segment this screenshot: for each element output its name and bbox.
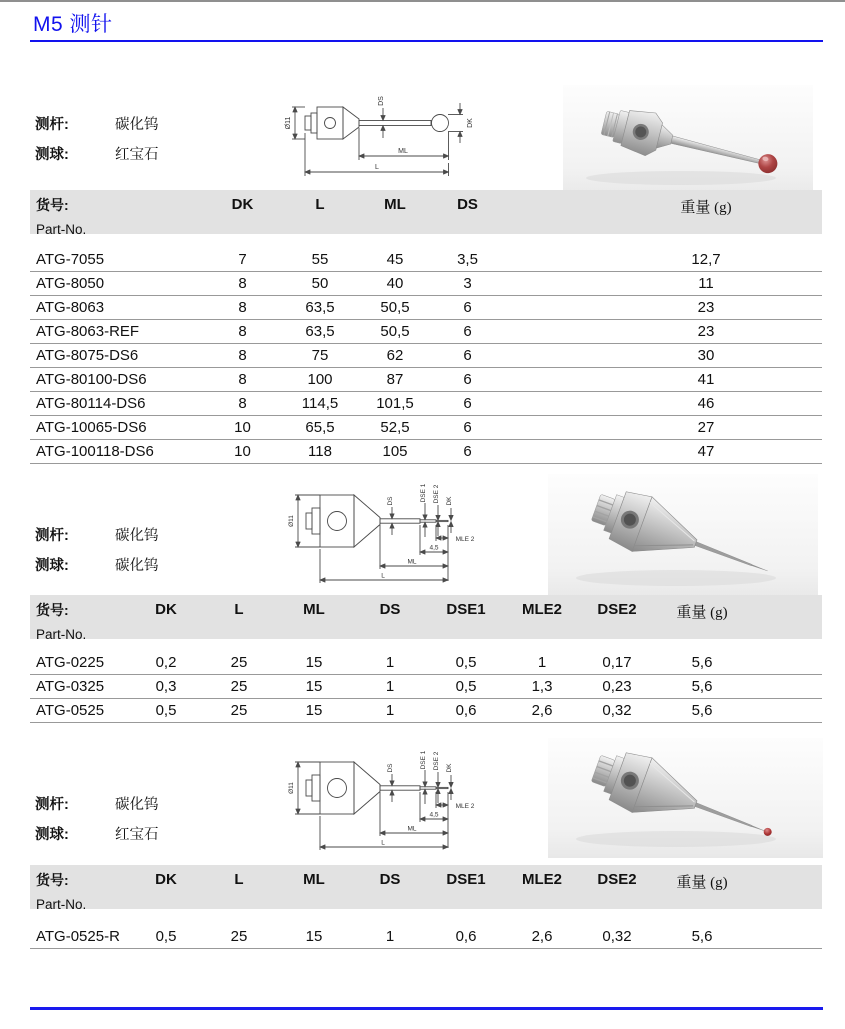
dim-cell: 50,5	[380, 323, 410, 340]
dim-label: ML	[398, 148, 408, 155]
dim-cell: 15	[305, 654, 323, 671]
col-header-dk: DK	[155, 871, 177, 888]
weight-cell: 41	[697, 371, 715, 388]
stylus-render-needle-tip	[548, 474, 818, 599]
dim-cell: 55	[311, 251, 329, 268]
part-no-header: 货号: Part-No.	[36, 872, 87, 912]
part-no-cell: ATG-0525-R	[36, 928, 120, 945]
spec-row	[35, 554, 159, 575]
dim-label: DK	[446, 496, 453, 506]
dim-cell: 6	[463, 323, 472, 340]
spec-row	[35, 524, 159, 545]
col-header-ds: DS	[379, 871, 401, 888]
dim-cell: 105	[382, 443, 408, 460]
dim-label: Ø11	[285, 116, 292, 130]
dim-cell: 6	[463, 443, 472, 460]
table-header	[30, 595, 822, 642]
spec-label: 测杆:	[35, 528, 69, 544]
col-header-mle2: MLE2	[521, 871, 562, 888]
dim-cell: 63,5	[305, 323, 335, 340]
dim-cell: 0,5	[455, 654, 477, 671]
spec-label: 测球:	[35, 827, 69, 843]
dim-cell: 1	[385, 928, 395, 945]
col-header-dk: DK	[155, 601, 177, 618]
spec-label: 测球:	[35, 558, 69, 574]
table-row	[30, 440, 822, 464]
table-row	[30, 296, 822, 320]
dim-cell: 6	[463, 395, 472, 412]
dim-label: Ø11	[288, 515, 295, 527]
col-header-weight: 重量 (g)	[680, 200, 732, 216]
table-row	[30, 416, 822, 440]
dim-cell: 62	[386, 347, 404, 364]
spec-value: 碳化钨	[115, 797, 159, 813]
col-header-mle2: MLE2	[521, 601, 562, 618]
dim-cell: 1,3	[531, 678, 553, 695]
weight-cell: 23	[697, 323, 715, 340]
part-no-header: 货号: Part-No.	[36, 197, 87, 237]
dim-label: DS	[387, 763, 394, 773]
spec-row	[35, 823, 159, 844]
table-stepped-ruby-styli	[30, 865, 822, 949]
dim-cell: 15	[305, 678, 323, 695]
part-no-cell: ATG-8063-REF	[36, 323, 140, 340]
dim-label: DSE 1	[420, 483, 427, 503]
weight-cell: 23	[697, 299, 715, 316]
part-no-cell: ATG-8075-DS6	[36, 347, 139, 364]
dim-cell: 0,23	[602, 678, 632, 695]
table-row	[30, 392, 822, 416]
dim-cell: 6	[463, 419, 472, 436]
dim-label: DSE 2	[433, 484, 440, 504]
dim-cell: 0,6	[455, 702, 477, 719]
dim-label: DSE 2	[433, 751, 440, 771]
dim-cell: 0,6	[455, 928, 477, 945]
col-header-ml: ML	[303, 871, 325, 888]
spec-value: 碳化钨	[115, 528, 159, 544]
col-header-l: L	[234, 871, 244, 888]
section2-specs	[35, 524, 159, 584]
table-row	[30, 699, 822, 723]
dim-cell: 7	[238, 251, 247, 268]
col-header-l: L	[315, 196, 325, 213]
dim-label: DSE 1	[420, 750, 427, 770]
stylus-technical-drawing-straight	[283, 88, 479, 184]
part-no-cell: ATG-8063	[36, 299, 105, 316]
spec-value: 碳化钨	[115, 117, 159, 133]
part-no-cell: ATG-80100-DS6	[36, 371, 147, 388]
weight-cell: 46	[697, 395, 715, 412]
dim-cell: 45	[386, 251, 404, 268]
weight-cell: 5,6	[691, 702, 713, 719]
dim-label: 4,5	[429, 544, 439, 552]
spec-row	[35, 113, 159, 134]
dim-cell: 3,5	[457, 251, 478, 268]
part-no-cell: ATG-80114-DS6	[36, 395, 146, 412]
dim-cell: 10	[234, 443, 251, 460]
col-header-dse1: DSE1	[446, 601, 486, 618]
part-no-cell: ATG-10065-DS6	[36, 419, 147, 436]
weight-cell: 5,6	[691, 654, 713, 671]
spec-row	[35, 143, 159, 164]
dim-cell: 63,5	[305, 299, 335, 316]
dim-cell: 100	[307, 371, 333, 388]
dim-label: DK	[467, 118, 474, 128]
dim-cell: 25	[230, 928, 248, 945]
dim-label: 4,5	[429, 811, 439, 819]
weight-cell: 27	[697, 419, 715, 436]
weight-cell: 5,6	[691, 928, 713, 945]
table-row	[30, 272, 822, 296]
dim-label: L	[381, 839, 385, 847]
col-header-l: L	[234, 601, 244, 618]
dim-cell: 50,5	[380, 299, 410, 316]
part-no-cell: ATG-100118-DS6	[36, 443, 154, 460]
dim-cell: 1	[385, 654, 395, 671]
col-header-weight: 重量 (g)	[676, 875, 728, 891]
stylus-technical-drawing-stepped	[288, 481, 484, 595]
stylus-render-needle-ruby-tip	[548, 738, 823, 858]
dim-cell: 8	[238, 347, 247, 364]
table-row	[30, 925, 822, 949]
dim-cell: 0,17	[602, 654, 632, 671]
weight-cell: 30	[697, 347, 715, 364]
dim-cell: 8	[238, 395, 247, 412]
part-no-cell: ATG-0525	[36, 702, 105, 719]
section3-specs	[35, 793, 159, 853]
dim-cell: 6	[463, 347, 472, 364]
col-header-ds: DS	[457, 196, 478, 213]
part-no-cell: ATG-0325	[36, 678, 105, 695]
dim-cell: 0,2	[155, 654, 177, 671]
table-stepped-styli	[30, 595, 822, 723]
stylus-render-ruby-ball	[563, 85, 813, 195]
part-no-header: 货号: Part-No.	[36, 602, 87, 642]
stylus-technical-drawing-stepped	[288, 748, 484, 862]
weight-cell: 47	[697, 443, 715, 460]
dim-cell: 52,5	[380, 419, 410, 436]
spec-label: 测杆:	[35, 117, 69, 133]
dim-label: Ø11	[288, 782, 295, 794]
dim-label: MLE 2	[455, 536, 475, 543]
dim-cell: 1	[385, 678, 395, 695]
table-row	[30, 248, 822, 272]
part-no-cell: ATG-0225	[36, 654, 105, 671]
dim-cell: 6	[463, 371, 472, 388]
spec-label: 测杆:	[35, 797, 69, 813]
dim-cell: 65,5	[305, 419, 335, 436]
dim-label: DK	[446, 763, 453, 773]
table-row	[30, 344, 822, 368]
dim-cell: 1	[537, 654, 547, 671]
spec-value: 碳化钨	[115, 558, 159, 574]
spec-label: 测球:	[35, 147, 69, 163]
dim-cell: 1	[385, 702, 395, 719]
dim-cell: 15	[305, 928, 323, 945]
dim-cell: 0,32	[602, 928, 632, 945]
dim-cell: 114,5	[301, 395, 339, 412]
table-row	[30, 368, 822, 392]
dim-cell: 8	[238, 371, 247, 388]
spec-value: 红宝石	[115, 147, 159, 163]
table-header	[30, 865, 822, 912]
page-bottom-divider	[30, 1007, 823, 1010]
col-header-ml: ML	[303, 601, 325, 618]
dim-cell: 8	[238, 275, 247, 292]
dim-cell: 8	[238, 299, 247, 316]
dim-cell: 0,5	[155, 928, 177, 945]
table-row	[30, 675, 822, 699]
part-no-cell: ATG-8050	[36, 275, 105, 292]
dim-cell: 6	[463, 299, 472, 316]
dim-cell: 75	[311, 347, 329, 364]
dim-label: DS	[387, 496, 394, 506]
dim-label: DS	[378, 96, 385, 106]
dim-cell: 40	[386, 275, 404, 292]
dim-label: ML	[407, 558, 417, 566]
dim-cell: 101,5	[376, 395, 414, 412]
dim-cell: 3	[463, 275, 472, 292]
col-header-dse2: DSE2	[597, 871, 637, 888]
dim-cell: 50	[311, 275, 329, 292]
table-straight-styli	[30, 190, 822, 464]
dim-cell: 15	[305, 702, 323, 719]
page-top-border	[0, 0, 845, 2]
dim-cell: 25	[230, 702, 248, 719]
title-divider	[30, 40, 823, 42]
table-row	[30, 651, 822, 675]
page-title: M5 测针	[33, 13, 113, 36]
dim-label: MLE 2	[455, 803, 475, 810]
dim-label: ML	[407, 825, 417, 833]
dim-cell: 10	[234, 419, 251, 436]
dim-cell: 0,3	[155, 678, 177, 695]
spec-value: 红宝石	[115, 827, 159, 843]
dim-cell: 2,6	[531, 702, 553, 719]
col-header-dse1: DSE1	[446, 871, 486, 888]
section1-specs	[35, 113, 159, 173]
weight-cell: 12,7	[691, 251, 721, 268]
weight-cell: 5,6	[691, 678, 713, 695]
col-header-ds: DS	[379, 601, 401, 618]
table-row	[30, 320, 822, 344]
dim-cell: 0,5	[455, 678, 477, 695]
spec-row	[35, 793, 159, 814]
dim-cell: 25	[230, 678, 248, 695]
dim-cell: 118	[308, 443, 332, 460]
table-header	[30, 190, 822, 237]
dim-label: L	[375, 164, 379, 171]
col-header-dk: DK	[231, 196, 254, 213]
col-header-ml: ML	[384, 196, 406, 213]
col-header-weight: 重量 (g)	[676, 605, 728, 621]
dim-cell: 2,6	[531, 928, 553, 945]
dim-cell: 25	[230, 654, 248, 671]
dim-cell: 0,32	[602, 702, 632, 719]
dim-cell: 0,5	[155, 702, 177, 719]
dim-cell: 8	[238, 323, 247, 340]
weight-cell: 11	[698, 275, 714, 292]
dim-label: L	[381, 572, 385, 580]
part-no-cell: ATG-7055	[36, 251, 105, 268]
dim-cell: 87	[386, 371, 404, 388]
col-header-dse2: DSE2	[597, 601, 637, 618]
